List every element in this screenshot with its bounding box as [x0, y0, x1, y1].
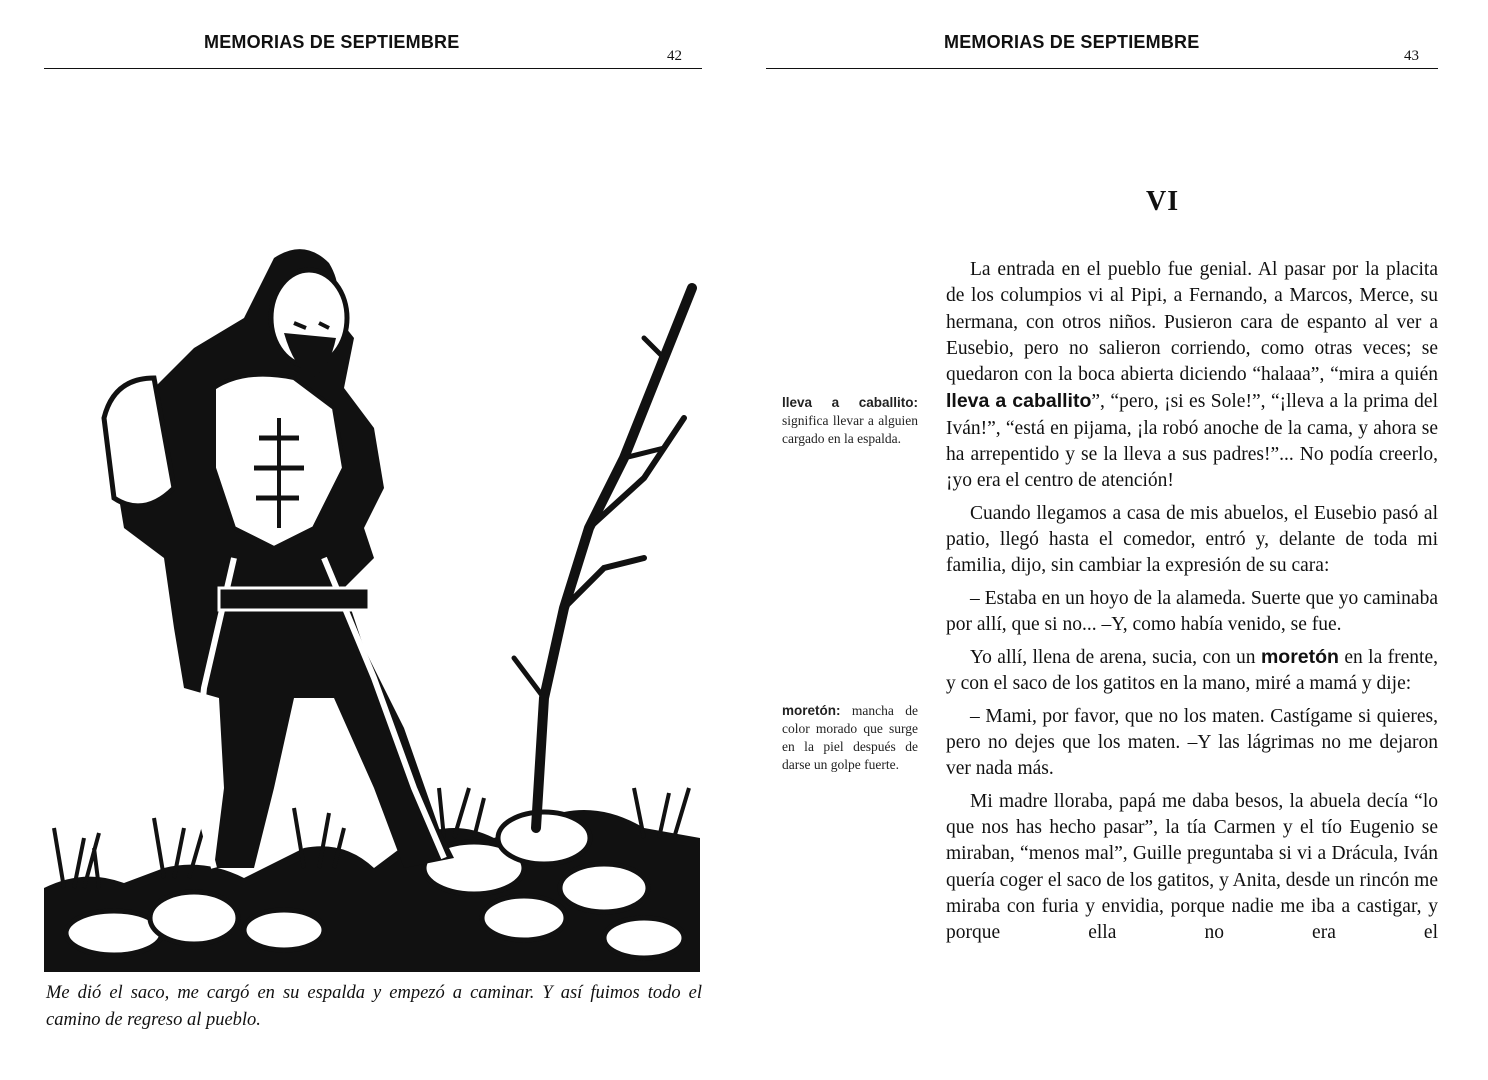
glossary-term: lleva a caballito:	[782, 395, 918, 410]
paragraph: – Mami, por favor, que no los maten. Castígame si quieres, pero no dejes que los maten. –Y las lágrimas no me dejaron ver nada más.	[946, 705, 1438, 780]
glossary-definition: significa llevar a alguien cargado en la espalda.	[782, 413, 918, 446]
page-number-left: 42	[667, 48, 682, 64]
paragraph: Mi madre lloraba, papá me daba besos, la abuela decía “lo que nos has hecho pasar”, la tía Carmen y el tío Eugenio se miraban, “menos mal”, Guille preguntaba si vi a Drácula, Iván quería coger el saco de los gatitos, y Anita, desde un rincón me miraba con furia y envidia, porque nadie me iba a castigar, y porque ella no era el	[946, 790, 1438, 944]
text-run: en la frente, y con el saco de los gatitos en la mano, miré a mamá y dije:	[946, 647, 1438, 695]
paragraph	[946, 644, 1438, 698]
glossary-entry	[782, 394, 918, 448]
running-head-right: MEMORIAS DE SEPTIEMBRE	[944, 32, 1200, 52]
paragraph: – Estaba en un hoyo de la alameda. Suerte que yo caminaba por allí, que si no... –Y, como había venido, se fue.	[946, 587, 1438, 635]
glossary-entry	[782, 702, 918, 774]
text-run: La entrada en el pueblo fue genial. Al pasar por la placita de los columpios vi al Pipi, a Fernando, a Marcos, Merce, su hermana, con otros niños. Pusieron cara de espanto al ver a Eusebio, pero no salieron corriendo, como otras veces; se quedaron con la boca abierta diciendo “halaaa”, “mira a quién	[946, 259, 1438, 386]
illustration-caption: Me dió el saco, me cargó en su espalda y empezó a caminar. Y así fuimos todo el camino de regreso al pueblo.	[46, 983, 702, 1030]
illustration	[44, 228, 700, 972]
right-page	[744, 0, 1488, 1080]
running-head-left: MEMORIAS DE SEPTIEMBRE	[204, 32, 460, 52]
page-number-right: 43	[1404, 48, 1419, 64]
text-run: ”, “pero, ¡si es Sole!”, “¡lleva a la prima del Iván!”, “está en pijama, ¡la robó anoche de la cama, y ahora se ha arrepentido y se la lleva a sus padres!”... No podía creerlo, ¡yo era el centro de atención!	[946, 391, 1438, 492]
keyword: lleva a caballito	[946, 390, 1092, 413]
chapter-title: VI	[1146, 186, 1180, 217]
body-text	[946, 257, 1438, 952]
glossary-term: moretón:	[782, 703, 841, 718]
glossary-definition: mancha de color morado que surge en la piel después de darse un golpe fuerte.	[782, 703, 918, 772]
text-run: Yo allí, llena de arena, sucia, con un	[970, 647, 1261, 669]
header-rule-left	[44, 68, 702, 69]
paragraph	[946, 257, 1438, 495]
header-rule-right	[766, 68, 1438, 69]
keyword: moretón	[1260, 646, 1339, 669]
paragraph: Cuando llegamos a casa de mis abuelos, el Eusebio pasó al patio, llegó hasta el comedor, entró y, delante de toda mi familia, dijo, sin cambiar la expresión de su cara:	[946, 502, 1438, 577]
